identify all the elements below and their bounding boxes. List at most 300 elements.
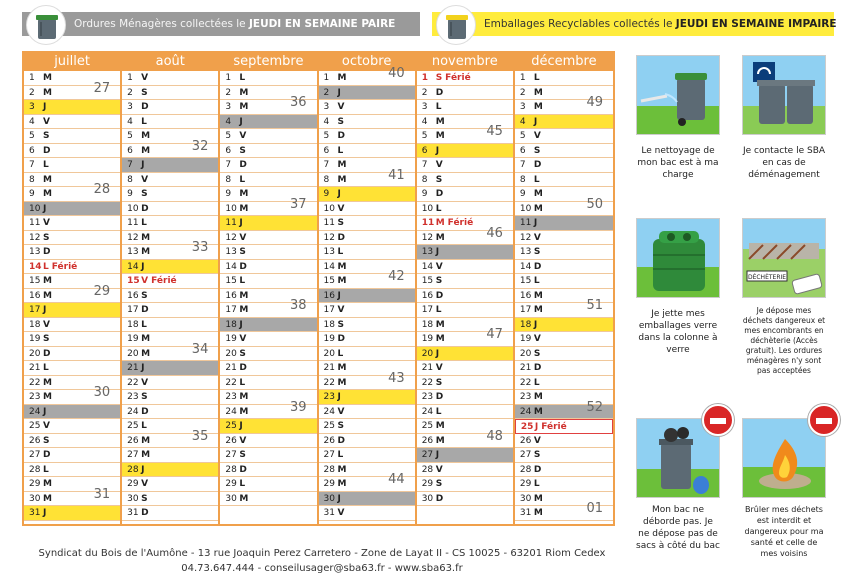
- day-of-week: L: [43, 464, 49, 475]
- calendar-day: [417, 303, 513, 318]
- calendar-day: [515, 71, 613, 86]
- calendar-day: [515, 361, 613, 376]
- day-of-week: M: [435, 435, 445, 446]
- calendar-day: [24, 318, 120, 333]
- calendar-day: [515, 501, 613, 521]
- day-number: 31: [323, 508, 335, 518]
- calendar-day: [24, 216, 120, 231]
- day-of-week: M: [533, 493, 543, 504]
- day-of-week: L: [533, 479, 540, 489]
- calendar-day: [24, 202, 120, 217]
- day-of-week: L: [239, 174, 246, 185]
- day-number: 3: [519, 102, 526, 112]
- day-number: 21: [29, 363, 41, 373]
- calendar-day: [220, 448, 316, 463]
- calendar-day: [122, 138, 218, 159]
- caption-burning: Brûler mes déchets est interdit et dangereux pour ma santé et celle de mes voisins: [744, 505, 824, 558]
- calendar-day: [24, 129, 120, 144]
- day-number: 8: [29, 174, 35, 185]
- calendar-day: [417, 173, 513, 188]
- day-of-week: J: [141, 261, 145, 272]
- calendar-day: [417, 477, 513, 492]
- calendar-day: [122, 274, 218, 289]
- day-number: 22: [519, 377, 532, 388]
- calendar-day: [417, 225, 513, 246]
- day-number: 10: [519, 203, 532, 214]
- day-number: 1: [127, 73, 133, 83]
- day-number: 7: [29, 160, 35, 170]
- day-number: 19: [225, 334, 237, 344]
- month-column: [319, 53, 417, 524]
- day-of-week: D: [43, 247, 51, 257]
- day-of-week: D: [141, 406, 149, 417]
- calendar-day: [24, 158, 120, 173]
- day-of-week: D: [43, 450, 51, 460]
- day-of-week: S: [337, 116, 344, 127]
- day-of-week: J: [435, 450, 440, 460]
- day-number: 9: [323, 189, 330, 199]
- day-number: 13: [127, 247, 139, 257]
- day-number: 29: [127, 479, 139, 489]
- panel-dechetterie: [742, 218, 826, 376]
- calendar-day: [417, 124, 513, 144]
- day-of-week: V: [533, 131, 541, 141]
- day-number: 16: [519, 290, 532, 301]
- day-number: 26: [421, 435, 434, 446]
- day-of-week: V: [141, 73, 149, 83]
- day-number: 6: [323, 145, 330, 156]
- calendar-day: [220, 434, 316, 449]
- day-of-week: D: [141, 305, 149, 315]
- week-number: 39: [289, 399, 307, 415]
- day-number: 19: [127, 334, 139, 344]
- week-number: 43: [388, 370, 405, 386]
- day-of-week: S: [435, 479, 443, 489]
- calendar-day: [515, 477, 613, 492]
- day-number: 16: [225, 290, 237, 301]
- calendar-day: [515, 144, 613, 159]
- day-of-week: S: [239, 247, 246, 257]
- day-number: 15: [421, 276, 434, 286]
- day-of-week: M: [435, 319, 445, 330]
- day-of-week: S: [533, 145, 541, 156]
- day-number: 5: [29, 131, 35, 141]
- day-of-week: V: [435, 464, 443, 475]
- day-of-week: D: [337, 334, 345, 344]
- day-number: 9: [29, 189, 35, 199]
- calendar-day: [24, 100, 120, 115]
- calendar-day: [417, 492, 513, 507]
- yellow-bin-icon: [436, 5, 476, 45]
- day-number: 10: [421, 203, 434, 214]
- day-of-week: D: [43, 348, 51, 359]
- day-number: 6: [519, 145, 526, 156]
- day-of-week: M: [533, 508, 543, 518]
- calendar-day: [515, 196, 613, 217]
- calendar-day: [24, 419, 120, 434]
- calendar-day: [319, 390, 415, 405]
- calendar-day: [122, 187, 218, 202]
- day-of-week: S: [435, 73, 443, 83]
- day-of-week: J: [533, 319, 538, 330]
- day-of-week: J: [435, 348, 440, 359]
- day-number: 18: [29, 319, 41, 330]
- day-number: 14: [127, 261, 139, 272]
- calendar-day: [122, 173, 218, 188]
- day-number: 21: [421, 363, 434, 373]
- day-number: 21: [127, 363, 139, 373]
- day-number: 19: [519, 334, 532, 344]
- day-of-week: J: [239, 218, 243, 228]
- day-of-week: M: [43, 189, 52, 199]
- day-number: 13: [421, 247, 434, 257]
- day-of-week: S: [435, 377, 443, 388]
- day-number: 26: [127, 435, 139, 446]
- day-of-week: D: [239, 261, 247, 272]
- day-of-week: M: [337, 363, 347, 373]
- month-column: [220, 53, 318, 524]
- calendar-day: [515, 173, 613, 188]
- day-number: 21: [519, 363, 532, 373]
- day-number: 1: [225, 73, 232, 83]
- day-of-week: J: [337, 87, 341, 98]
- day-of-week: L: [239, 73, 246, 83]
- day-of-week: L: [43, 363, 49, 373]
- day-number: 29: [519, 479, 532, 489]
- day-of-week: S: [141, 189, 148, 199]
- day-of-week: L: [533, 174, 540, 185]
- day-of-week: M: [43, 377, 52, 388]
- calendar-day: [319, 216, 415, 231]
- day-number: 28: [519, 464, 532, 475]
- day-number: 1: [421, 73, 428, 83]
- calendar-day: [122, 477, 218, 492]
- calendar-day: [417, 463, 513, 478]
- day-number: 18: [421, 319, 434, 330]
- day-number: 4: [29, 116, 35, 127]
- day-number: 5: [323, 131, 330, 141]
- calendar-day: [24, 260, 120, 275]
- day-of-week: J: [435, 145, 440, 156]
- day-number: 23: [323, 392, 335, 402]
- calendar-day: [417, 158, 513, 173]
- day-number: 26: [323, 435, 335, 446]
- calendar-day: [24, 361, 120, 376]
- day-of-week: M: [337, 276, 347, 286]
- day-number: 2: [519, 87, 526, 98]
- day-of-week: D: [141, 102, 149, 112]
- day-number: 3: [421, 102, 428, 112]
- day-number: 31: [29, 508, 41, 518]
- day-number: 25: [323, 421, 335, 431]
- calendar-day: [220, 245, 316, 260]
- day-of-week: V: [239, 131, 247, 141]
- day-number: 27: [519, 450, 532, 460]
- day-number: 1: [29, 73, 35, 83]
- holiday-label: Férié: [445, 73, 471, 83]
- day-of-week: L: [43, 160, 49, 170]
- day-of-week: M: [43, 87, 52, 98]
- day-of-week: L: [533, 276, 540, 286]
- day-of-week: J: [141, 464, 145, 475]
- calendar-day: [319, 129, 415, 144]
- day-number: 15: [29, 276, 41, 286]
- day-number: 6: [225, 145, 232, 156]
- day-number: 4: [225, 116, 232, 127]
- day-of-week: J: [43, 508, 47, 518]
- day-of-week: V: [239, 232, 247, 243]
- week-number: 52: [586, 399, 604, 415]
- month-header: septembre: [220, 53, 316, 71]
- day-number: 10: [127, 203, 139, 214]
- calendar-day: [220, 173, 316, 188]
- banner-household-waste: [22, 12, 420, 36]
- day-of-week: M: [435, 116, 445, 127]
- week-number: 42: [388, 269, 405, 284]
- calendar-day: [515, 332, 613, 347]
- day-number: 12: [225, 232, 237, 243]
- day-of-week: S: [239, 145, 246, 156]
- day-of-week: L: [141, 421, 147, 431]
- day-of-week: S: [533, 348, 541, 359]
- caption-cleaning: Le nettoyage de mon bac est à ma charge: [637, 146, 719, 180]
- day-number: 15: [127, 276, 140, 286]
- banner-om-text: Ordures Ménagères collectées le: [74, 18, 249, 30]
- day-of-week: M: [141, 131, 151, 141]
- day-of-week: M: [337, 160, 347, 170]
- day-of-week: D: [533, 261, 542, 272]
- day-of-week: J: [43, 203, 47, 214]
- day-of-week: M: [435, 232, 445, 243]
- day-number: 17: [225, 305, 237, 315]
- day-number: 9: [127, 189, 133, 199]
- calendar-day: [220, 158, 316, 173]
- day-number: 6: [421, 145, 428, 156]
- day-of-week: M: [141, 232, 151, 243]
- day-number: 17: [127, 305, 139, 315]
- day-number: 2: [29, 87, 35, 98]
- day-of-week: V: [337, 102, 345, 112]
- day-number: 19: [421, 334, 434, 344]
- day-of-week: S: [43, 131, 50, 141]
- calendar-day: [515, 158, 613, 173]
- day-number: 24: [323, 406, 335, 417]
- caption-dechetterie: Je dépose mes déchets dangereux et mes encombrants en déchèterie (Accès gratuit). Les ordures ménagères n'y sont pas acceptées: [742, 306, 826, 375]
- day-number: 24: [29, 406, 41, 417]
- day-of-week: M: [533, 392, 543, 402]
- calendar-day: [515, 419, 613, 434]
- panel-moving: [742, 55, 826, 181]
- calendar-day: [24, 303, 120, 318]
- day-number: 11: [323, 218, 335, 228]
- day-number: 8: [519, 174, 526, 185]
- calendar-day: [220, 463, 316, 478]
- day-number: 24: [225, 406, 237, 417]
- month-column: [122, 53, 220, 524]
- calendar-day: [319, 86, 415, 101]
- day-number: 20: [519, 348, 532, 359]
- day-of-week: S: [239, 348, 246, 359]
- day-number: 9: [421, 189, 428, 199]
- day-number: 22: [421, 377, 434, 388]
- bin-cleaning-image: [636, 55, 720, 135]
- calendar-day: [417, 86, 513, 101]
- day-number: 25: [421, 421, 434, 431]
- calendar-day: [319, 303, 415, 318]
- day-of-week: V: [435, 363, 443, 373]
- calendar-day: [417, 245, 513, 260]
- calendar-day: [122, 405, 218, 420]
- calendar-day: [24, 144, 120, 159]
- calendar-day: [24, 385, 120, 405]
- calendar-day: [24, 506, 120, 521]
- day-number: 28: [29, 464, 41, 475]
- day-of-week: L: [337, 247, 344, 257]
- footer-address: Syndicat du Bois de l'Aumône - 13 rue Joaquin Perez Carretero - Zone de Layat II - CS 10025 - 63201 Riom Cedex: [38, 548, 606, 559]
- calendar-day: [220, 477, 316, 492]
- calendar-day: [319, 492, 415, 507]
- day-of-week: D: [337, 435, 345, 446]
- day-of-week: M: [141, 334, 151, 344]
- day-of-week: M: [141, 348, 151, 359]
- calendar-day: [122, 341, 218, 362]
- day-of-week: S: [239, 450, 246, 460]
- day-of-week: V: [141, 377, 149, 388]
- day-of-week: S: [141, 87, 148, 98]
- day-number: 17: [519, 305, 532, 315]
- gray-bin-icon: [26, 5, 66, 45]
- day-number: 2: [127, 87, 133, 98]
- day-number: 30: [127, 493, 139, 504]
- calendar-day: [319, 66, 415, 86]
- calendar-day: [220, 95, 316, 115]
- day-number: 11: [127, 218, 139, 228]
- day-of-week: J: [337, 493, 341, 504]
- day-number: 27: [127, 450, 139, 460]
- day-of-week: D: [435, 493, 444, 504]
- day-number: 11: [421, 218, 435, 228]
- day-of-week: S: [435, 276, 443, 286]
- day-number: 23: [225, 392, 237, 402]
- day-of-week: J: [43, 102, 47, 112]
- calendar-day: [220, 231, 316, 246]
- day-number: 24: [421, 406, 434, 417]
- day-of-week: V: [43, 421, 50, 431]
- day-of-week: S: [435, 174, 443, 185]
- day-of-week: D: [435, 87, 444, 98]
- week-number: 41: [388, 167, 405, 183]
- day-number: 7: [421, 160, 428, 170]
- week-number: 28: [93, 182, 111, 197]
- day-number: 2: [421, 87, 428, 98]
- calendar-day: [122, 115, 218, 130]
- day-of-week: V: [141, 479, 149, 489]
- day-number: 27: [29, 450, 41, 460]
- banner-recyclables: [432, 12, 837, 36]
- day-of-week: D: [337, 131, 345, 141]
- day-number: 11: [225, 218, 237, 228]
- day-number: 9: [519, 189, 526, 199]
- day-number: 26: [29, 435, 41, 446]
- day-of-week: L: [435, 102, 442, 112]
- day-of-week: M: [337, 464, 347, 475]
- day-number: 13: [323, 247, 335, 257]
- calendar-day: [417, 274, 513, 289]
- day-number: 31: [519, 508, 532, 518]
- day-number: 29: [225, 479, 237, 489]
- day-of-week: J: [239, 116, 243, 127]
- week-number: 44: [388, 472, 405, 487]
- day-number: 4: [323, 116, 330, 127]
- caption-moving: Je contacte le SBA en cas de déménagement: [742, 146, 826, 180]
- calendar-day: [122, 390, 218, 405]
- day-number: 31: [127, 508, 139, 518]
- calendar-day: [417, 100, 513, 115]
- calendar-day: [220, 419, 316, 434]
- calendar-day: [417, 202, 513, 217]
- calendar-day: [122, 318, 218, 333]
- day-of-week: V: [43, 218, 50, 228]
- day-of-week: V: [533, 232, 541, 243]
- week-number: 27: [93, 80, 111, 96]
- calendar-day: [515, 463, 613, 478]
- calendar-day: [319, 472, 415, 492]
- dechetterie-sign-text: DÉCHÈTERIE: [747, 274, 787, 281]
- day-number: 27: [225, 450, 237, 460]
- day-of-week: J: [337, 290, 341, 301]
- day-of-week: S: [141, 392, 148, 402]
- calendar-day: [220, 399, 316, 420]
- calendar-day: [122, 428, 218, 449]
- panel-cleaning: [636, 55, 720, 181]
- calendar-day: [319, 245, 415, 260]
- calendar-day: [417, 448, 513, 463]
- week-number: 31: [93, 486, 111, 502]
- day-of-week: S: [533, 450, 541, 460]
- day-number: 19: [323, 334, 335, 344]
- day-number: 16: [29, 290, 41, 301]
- panel-overflow: [636, 418, 720, 552]
- day-number: 22: [29, 377, 41, 388]
- day-number: 8: [127, 174, 133, 185]
- day-of-week: D: [141, 508, 149, 518]
- calendar-day: [122, 202, 218, 217]
- day-of-week: D: [533, 160, 542, 170]
- day-number: 30: [323, 493, 335, 504]
- day-of-week: D: [43, 145, 51, 156]
- calendar-day: [417, 71, 513, 86]
- day-of-week: M: [533, 203, 543, 214]
- day-number: 3: [29, 102, 35, 112]
- day-number: 5: [421, 131, 428, 141]
- day-number: 8: [225, 174, 232, 185]
- calendar-day: [319, 269, 415, 289]
- day-of-week: V: [239, 334, 247, 344]
- calendar-day: [220, 376, 316, 391]
- day-of-week: J: [435, 247, 440, 257]
- day-number: 23: [127, 392, 139, 402]
- week-number: 36: [289, 95, 307, 110]
- day-number: 6: [29, 145, 35, 156]
- day-number: 23: [519, 392, 532, 402]
- day-number: 18: [519, 319, 532, 330]
- banner-er-bold: JEUDI EN SEMAINE IMPAIRE: [675, 18, 837, 30]
- day-number: 29: [29, 479, 41, 489]
- day-of-week: J: [533, 218, 538, 228]
- day-of-week: L: [337, 348, 344, 359]
- dechetterie-image: [742, 218, 826, 298]
- calendar-day: [515, 318, 613, 333]
